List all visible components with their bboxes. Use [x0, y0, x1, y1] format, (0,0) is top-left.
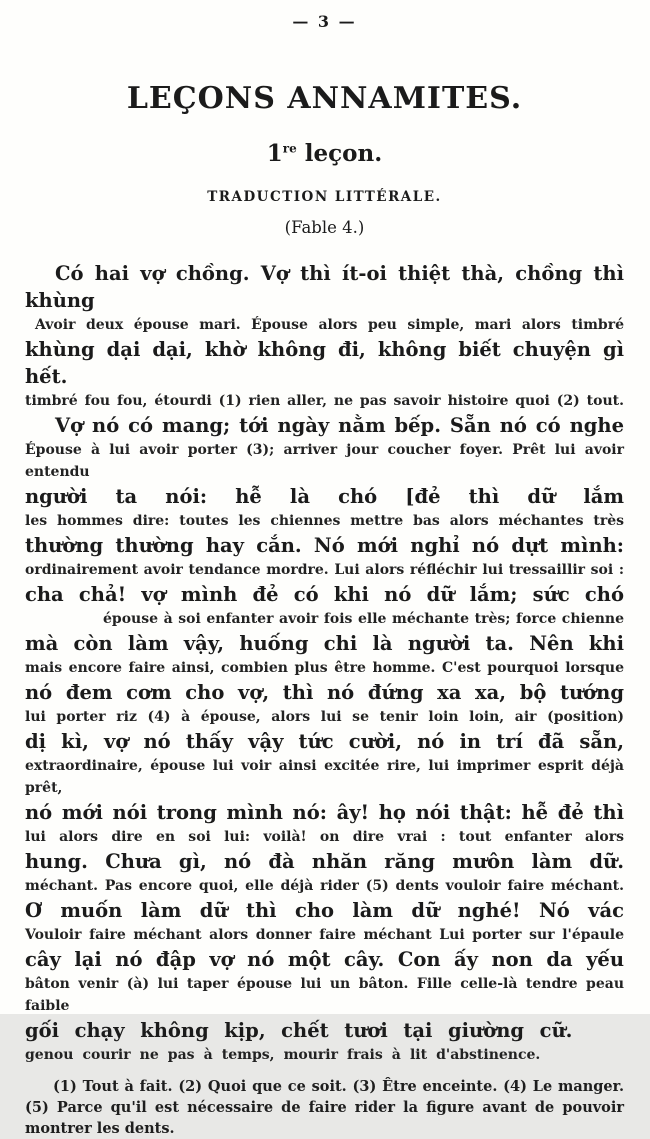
- vietnamese-line: Có hai vợ chồng. Vợ thì ít-oi thiệt thà, chồng thì khùng: [25, 262, 624, 312]
- vietnamese-line: khùng dại dại, khờ không đi, không biết chuyện gì hết.: [25, 338, 624, 388]
- vietnamese-line: Ơ muốn làm dữ thì cho làm dữ nghé! Nó vác: [25, 899, 624, 922]
- vietnamese-line: cây lại nó đập vợ nó một cây. Con ấy non da yếu: [25, 948, 624, 971]
- french-gloss-line: mais encore faire ainsi, combien plus être homme. C'est pourquoi lorsque: [25, 660, 624, 676]
- lesson-heading: [25, 140, 624, 167]
- vietnamese-line: nó đem cơm cho vợ, thì nó đứng xa xa, bộ tướng: [25, 681, 624, 704]
- footnotes: (1) Tout à fait. (2) Quoi que ce soit. (3) Être enceinte. (4) Le manger. (5) Parce qu'il est nécessaire de faire rider la figure avant de pouvoir montrer les dents.: [25, 1078, 624, 1137]
- lesson-number: 1: [266, 140, 283, 167]
- vietnamese-line: hung. Chưa gì, nó đà nhăn răng mưôn làm dữ.: [25, 850, 624, 873]
- french-gloss-line: bâton venir (à) lui taper épouse lui un bâton. Fille celle-là tendre peau faible: [25, 976, 624, 1014]
- interlinear-text-block: [25, 260, 624, 1066]
- french-gloss-line: genou courir ne pas à temps, mourir frais à lit d'abstinence.: [25, 1047, 541, 1063]
- fable-reference: (Fable 4.): [284, 218, 365, 237]
- vietnamese-line: gối chạy không kịp, chết tươi tại giường cữ.: [25, 1019, 573, 1042]
- vietnamese-line: cha chả! vợ mình đẻ có khi nó dữ lắm; sức chó: [25, 583, 624, 606]
- french-gloss-line: Épouse à lui avoir porter (3); arriver jour coucher foyer. Prêt lui avoir entendu: [25, 442, 624, 480]
- lesson-label: leçon.: [296, 140, 383, 167]
- french-gloss-line: extraordinaire, épouse lui voir ainsi excitée rire, lui imprimer esprit déjà prêt,: [25, 758, 624, 796]
- vietnamese-line: dị kì, vợ nó thấy vậy tức cười, nó in trí đã sẵn,: [25, 730, 624, 753]
- lesson-ordinal: re: [282, 141, 297, 156]
- vietnamese-line: nó mới nói trong mình nó: ây! họ nói thật: hễ đẻ thì: [25, 801, 624, 824]
- french-gloss-line: Vouloir faire méchant alors donner faire méchant Lui porter sur l'épaule: [25, 927, 624, 943]
- page-number: — 3 —: [292, 12, 357, 31]
- french-gloss-line: lui alors dire en soi lui: voilà! on dire vrai : tout enfanter alors: [25, 829, 624, 845]
- french-gloss-line: ordinairement avoir tendance mordre. Lui alors réfléchir lui tressaillir soi :: [25, 562, 624, 578]
- french-gloss-line: épouse à soi enfanter avoir fois elle méchante très; force chienne: [103, 611, 624, 627]
- vietnamese-line: Vợ nó có mang; tới ngày nằm bếp. Sẵn nó có nghe: [55, 414, 624, 437]
- page-title: LEÇONS ANNAMITES.: [126, 81, 523, 116]
- section-subheading: TRADUCTION LITTÉRALE.: [207, 189, 442, 205]
- french-gloss-line: méchant. Pas encore quoi, elle déjà rider (5) dents vouloir faire méchant.: [25, 878, 624, 894]
- french-gloss-line: timbré fou fou, étourdi (1) rien aller, ne pas savoir histoire quoi (2) tout.: [25, 393, 624, 409]
- vietnamese-line: thường thường hay cắn. Nó mới nghỉ nó dựt mình:: [25, 534, 624, 557]
- french-gloss-line: Avoir deux épouse mari. Épouse alors peu simple, mari alors timbré: [35, 317, 624, 333]
- french-gloss-line: les hommes dire: toutes les chiennes mettre bas alors méchantes très: [25, 513, 624, 529]
- vietnamese-line: người ta nói: hễ là chó [đẻ thì dữ lắm: [25, 485, 624, 508]
- vietnamese-line: mà còn làm vậy, huống chi là người ta. Nên khi: [25, 632, 624, 655]
- french-gloss-line: lui porter riz (4) à épouse, alors lui se tenir loin loin, air (position): [25, 709, 624, 725]
